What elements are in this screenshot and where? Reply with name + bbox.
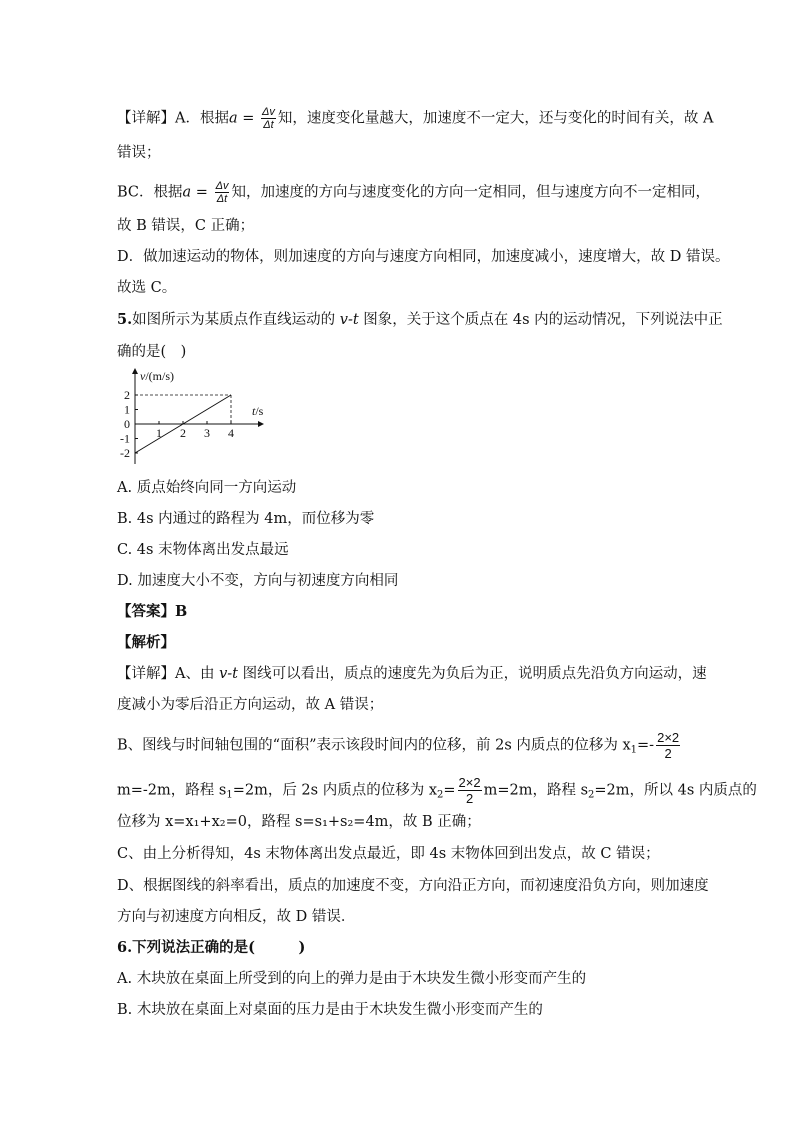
q5-exp-d2: 方向与初速度方向相反，故 D 错误． <box>117 909 356 925</box>
x-tick-label: 1 <box>156 426 162 440</box>
dv-dt-fraction: $\frac{\Delta v}{\Delta t}$ <box>215 180 229 205</box>
a-var: a <box>228 110 238 127</box>
q4-a-line1: 【详解】A．根据a = $\frac{\Delta v}{\Delta t}$ 知，速度变化量越大，加速度不一定大，还与变化的时间有关，故 A <box>117 106 714 131</box>
q5-option-d: D. 加速度大小不变，方向与初速度方向相同 <box>117 573 399 589</box>
q5-option-a: A. 质点始终向同一方向运动 <box>117 480 297 496</box>
y-tick-label: 0 <box>124 417 130 431</box>
q5-analysis-tag: 【解析】 <box>117 634 175 651</box>
q5-exp-b2: m=-2m，路程 $s_1=2m$，后 2s 内质点的位移为 $x_2=$ $\frac{2\times 2}{2}$ m=2m，路程 $s_2=2m$，所以 4s 内质点的 <box>117 775 757 806</box>
q4-bc-line1: BC．根据a = $\frac{\Delta v}{\Delta t}$ 知，加速度的方向与速度变化的方向一定相同，但与速度方向不一定相同， <box>117 180 710 205</box>
q4-bc-line2: 故 B 错误，C 正确； <box>117 218 255 234</box>
x-tick-label: 2 <box>180 426 186 440</box>
y-axis-arrow <box>132 368 138 374</box>
fraction-2x2-over-2: $\frac{2\times 2}{2}$ <box>657 730 680 761</box>
q5-exp-b3: 位移为 x=x₁+x₂=0，路程 s=s₁+s₂=4m，故 B 正确； <box>117 814 481 830</box>
fraction-2x2-over-2: $\frac{2\times 2}{2}$ <box>458 775 481 806</box>
q5-answer: 【答案】B <box>117 603 188 620</box>
q4-a-line2: 错误； <box>117 145 161 161</box>
y-tick-label: 2 <box>124 388 130 402</box>
q5-exp-c: C、由上分析得知，4s 末物体离出发点最近，即 4s 末物体回到出发点，故 C 错误； <box>117 846 660 862</box>
dv-dt-fraction: $\frac{\Delta v}{\Delta t}$ <box>262 106 275 131</box>
x-tick-label: 4 <box>228 426 234 440</box>
q5-exp-d1: D、根据图线的斜率看出，质点的加速度不变，方向沿正方向，而初速度沿负方向，则加速度 <box>117 878 709 894</box>
x-tick-label: 3 <box>204 426 210 440</box>
y-tick-label: -1 <box>120 431 130 446</box>
q6-option-a: A. 木块放在桌面上所受到的向上的弹力是由于木块发生微小形变而产生的 <box>117 971 587 987</box>
q5-exp-b1: B、图线与时间轴包围的“面积”表示该段时间内的位移，前 2s 内质点的位移为 $x_1=-$ $\frac{2\times 2}{2}$ <box>117 730 680 761</box>
q4-choose: 故选 C。 <box>117 280 177 296</box>
y-tick-label: -2 <box>120 446 130 460</box>
q4-d-line: D．做加速运动的物体，则加速度的方向与速度方向相同，加速度减小，速度增大，故 D 错误。 <box>117 249 730 265</box>
q5-stem-line1: 5.如图所示为某质点作直线运动的 v-t 图象，关于这个质点在 4s 内的运动情况，下列说法中正 <box>117 311 723 328</box>
q5-option-b: B. 4s 内通过的路程为 4m，而位移为零 <box>117 511 375 527</box>
vt-graph <box>112 366 272 466</box>
y-tick-label: 1 <box>124 402 130 417</box>
y-axis-label: v/(m/s) <box>140 369 174 383</box>
q5-option-c: C. 4s 末物体离出发点最远 <box>117 542 289 558</box>
x-axis-label: t/s <box>252 404 264 418</box>
q5-exp-a1: 【详解】A、由 v-t 图线可以看出，质点的速度先为负后为正，说明质点先沿负方向运动，速 <box>117 666 707 682</box>
q6-option-b: B. 木块放在桌面上对桌面的压力是由于木块发生微小形变而产生的 <box>117 1002 543 1018</box>
q5-stem-line2: 确的是( ) <box>117 344 187 360</box>
q5-exp-a2: 度减小为零后沿正方向运动，故 A 错误； <box>117 697 384 713</box>
x-axis-arrow <box>258 421 264 427</box>
q6-stem: 6.下列说法正确的是( ) <box>117 939 306 956</box>
